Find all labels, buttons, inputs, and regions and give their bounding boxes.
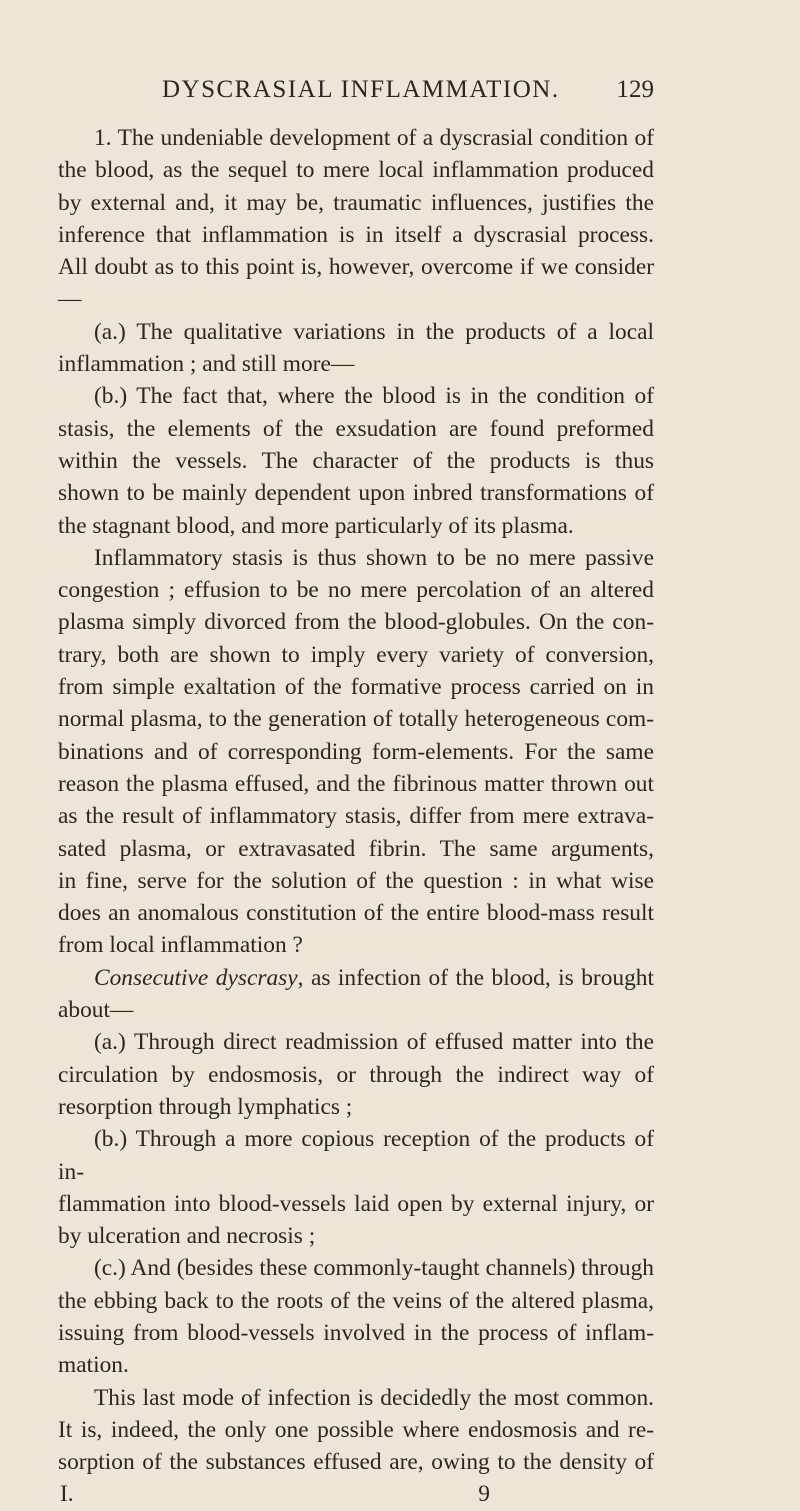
signature-line	[58, 1478, 654, 1510]
text-line: (b.) The fact that, where the blood is in the condition of	[94, 383, 654, 410]
text-line: in fine, serve for the solution of the question : in what wise	[58, 867, 654, 894]
text-line: the stagnant blood, and more particularly of its plasma.	[58, 512, 574, 539]
text-line: (b.) Through a more copious reception of the products of in-	[58, 1126, 654, 1185]
text-line: Inflammatory stasis is thus shown to be no mere passive	[94, 544, 654, 571]
text-line: from simple exaltation of the formative process carried on in	[58, 674, 654, 701]
text-line: (a.) Through direct readmission of effused matter into the	[94, 1029, 654, 1056]
text-line: congestion ; effusion to be no mere percolation of an altered	[58, 577, 654, 604]
text-line: issuing from blood-vessels involved in the process of inflam-	[58, 1319, 654, 1346]
text-line: about—	[58, 997, 134, 1024]
text-line: from local inflammation ?	[58, 932, 303, 959]
page-number: 129	[616, 76, 654, 103]
text-line: the blood, as the sequel to mere local inflammation produced	[58, 157, 654, 184]
text-line: sated plasma, or extravasated fibrin. The same arguments,	[58, 835, 654, 862]
text-line: Consecutive dyscrasy, as infection of the blood, is brought	[94, 964, 654, 991]
signature-mark: I.	[60, 1481, 74, 1508]
text-line: flammation into blood-vessels laid open by external injury, or	[58, 1190, 654, 1217]
text-line: mation.	[58, 1352, 129, 1379]
signature-number: 9	[478, 1481, 490, 1508]
text-line: does an anomalous constitution of the entire blood-mass result	[58, 900, 654, 927]
text-line: 1. The undeniable development of a dyscrasial condition of	[94, 125, 654, 151]
text-line: inflammation ; and still more—	[58, 351, 355, 378]
text-line: shown to be mainly dependent upon inbred transformations of	[58, 480, 654, 507]
text-line: by external and, it may be, traumatic influences, justifies the	[58, 189, 654, 216]
text-line: the ebbing back to the roots of the veins of the altered plasma,	[58, 1287, 654, 1314]
text-line: It is, indeed, the only one possible where endosmosis and re-	[58, 1416, 654, 1443]
text-line: All doubt as to this point is, however, overcome if we consider—	[58, 254, 654, 313]
text-line: This last mode of infection is decidedly the most common.	[94, 1384, 654, 1411]
text-line: within the vessels. The character of the products is thus	[58, 447, 654, 474]
text-line: as the result of inflammatory stasis, differ from mere extrava-	[58, 803, 654, 830]
running-title: DYSCRASIAL INFLAMMATION.	[162, 76, 560, 103]
text-line: inference that inflammation is in itself a dyscrasial process.	[58, 221, 654, 248]
text-line: (a.) The qualitative variations in the products of a local	[94, 318, 654, 345]
text-line: trary, both are shown to imply every variety of conversion,	[58, 641, 654, 668]
text-line: stasis, the elements of the exsudation are found preformed	[58, 415, 654, 442]
page-header	[0, 76, 800, 110]
body-text	[58, 122, 654, 1511]
text-line: by ulceration and necrosis ;	[58, 1223, 316, 1250]
italic-phrase: Consecutive dyscrasy	[94, 964, 298, 991]
text-line: circulation by endosmosis, or through the indirect way of	[58, 1061, 654, 1088]
text-line: binations and of corresponding form-elements. For the same	[58, 738, 654, 765]
text-line: plasma simply divorced from the blood-globules. On the con-	[58, 609, 654, 636]
text-line: (c.) And (besides these commonly-taught channels) through	[94, 1255, 654, 1282]
text-line: reason the plasma effused, and the fibrinous matter thrown out	[58, 770, 654, 797]
text-line: sorption of the substances effused are, owing to the density of	[58, 1449, 654, 1476]
text-line: resorption through lymphatics ;	[58, 1093, 353, 1120]
text-line: normal plasma, to the generation of totally heterogeneous com-	[58, 706, 654, 733]
